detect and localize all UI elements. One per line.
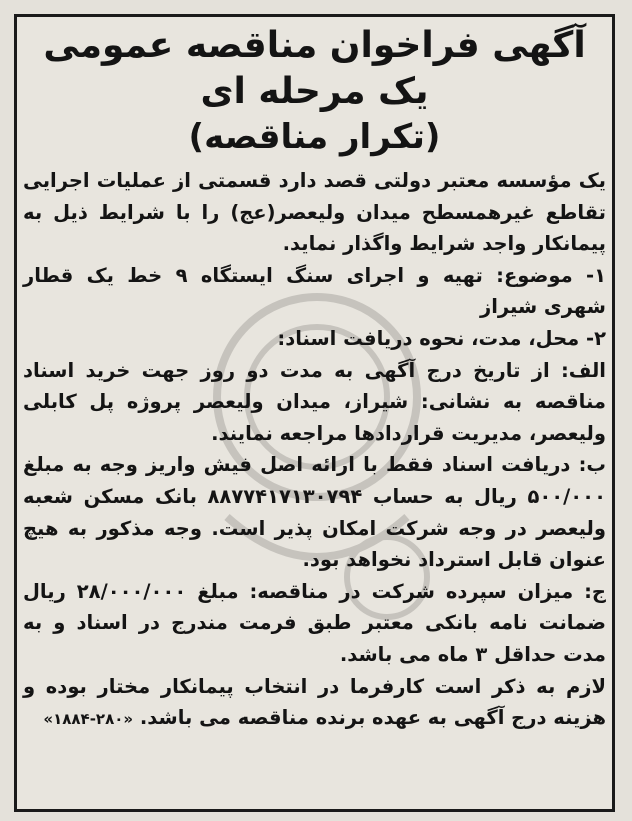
- item-location-a: الف: از تاریخ درج آگهی به مدت دو روز جهت خرید اسناد مناقصه به نشانی: شیراز، میدان ولیعصر پروژه پل کابلی ولیعصر، مدیریت قراردادها مراجعه نمایند.: [23, 358, 606, 445]
- closing-paragraph: [23, 671, 606, 736]
- item-subject: ۱- موضوع: تهیه و اجرای سنگ ایستگاه ۹ خط یک قطار شهری شیراز: [23, 263, 606, 319]
- advertisement-content: [23, 23, 606, 803]
- ad-body: [23, 165, 606, 736]
- reference-code: «۲۸۰-۱۸۸۴»: [43, 710, 134, 729]
- advertisement-frame: [14, 14, 615, 812]
- ad-title: آگهی فراخوان مناقصه عمومی یک مرحله ای: [43, 25, 586, 112]
- closing-text: لازم به ذکر است کارفرما در انتخاب پیمانکار مختار بوده و هزینه درج آگهی به عهده برنده مناقصه می باشد.: [23, 674, 606, 730]
- item-location-b: ب: دریافت اسناد فقط با ارائه اصل فیش واریز وجه به مبلغ ۵۰۰/۰۰۰ ریال به حساب ۸۸۷۷۴۱۷۱۳۰۷۹۴ بانک مسکن شعبه ولیعصر در وجه شرکت امکان پذیر است. وجه مذکور به هیچ عنوان قابل استرداد نخواهد بود.: [23, 453, 606, 572]
- ad-subtitle: (تکرار مناقصه): [188, 117, 441, 157]
- item-location-heading: ۲- محل، مدت، نحوه دریافت اسناد:: [277, 326, 606, 350]
- item-location-c: ج: میزان سپرده شرکت در مناقصه: مبلغ ۲۸/۰۰۰/۰۰۰ ریال ضمانت نامه بانکی معتبر طبق فرمت مندرج در اسناد و به مدت حداقل ۳ ماه می باشد.: [23, 579, 606, 666]
- intro-paragraph: یک مؤسسه معتبر دولتی قصد دارد قسمتی از عملیات اجرایی تقاطع غیرهمسطح میدان ولیعصر(عج) را با شرایط ذیل به پیمانکار واجد شرایط واگذار نماید.: [23, 169, 606, 256]
